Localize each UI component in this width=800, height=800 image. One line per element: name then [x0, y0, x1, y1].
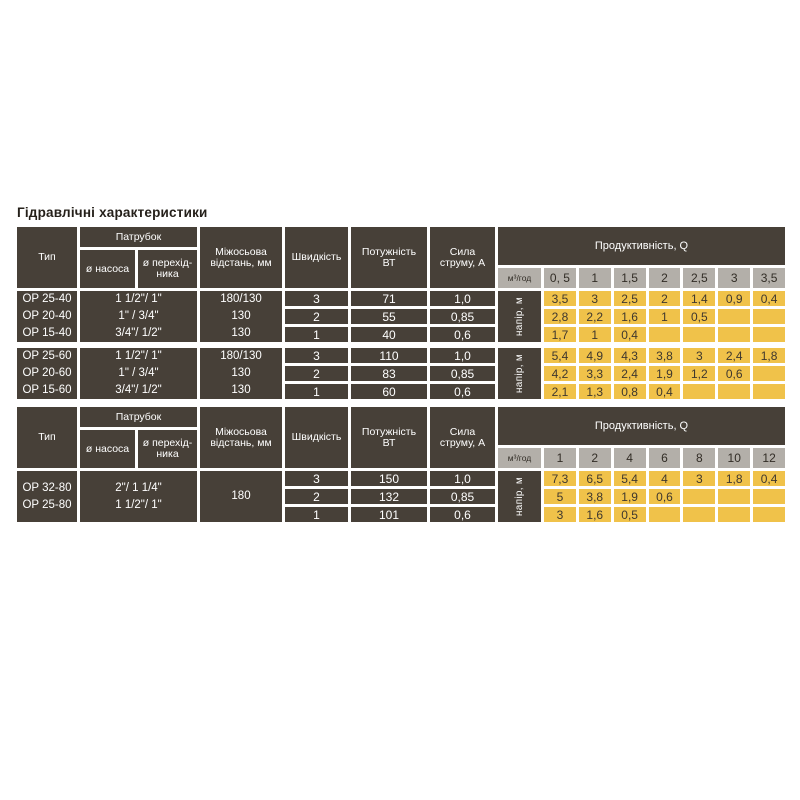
head-value-cell: 2,2	[579, 309, 611, 324]
patrubok-label: 2"/ 1 1/4"	[115, 481, 162, 494]
power-cell: 110	[351, 348, 427, 363]
distance-value-label: 180	[231, 490, 251, 502]
head-value-cell: 1,6	[614, 309, 646, 324]
head-value-cell	[718, 309, 750, 324]
flow-value-cell: 1,5	[614, 268, 646, 288]
head-value-cell: 0,9	[718, 291, 750, 306]
distance-label: Міжосьова	[215, 245, 267, 258]
head-value-cell: 2,1	[544, 384, 576, 399]
distance-label: відстань, мм	[210, 436, 272, 449]
header-patrubok-cell: Патрубок	[80, 227, 197, 247]
head-value-cell	[718, 327, 750, 342]
header-power-cell	[351, 407, 427, 468]
flow-value-cell: 2	[649, 268, 681, 288]
header-pump-diameter-cell: ø насоса	[80, 250, 135, 288]
head-value-cell: 0,6	[649, 489, 681, 504]
head-value-cell: 0,8	[614, 384, 646, 399]
header-patrubok-cell: Патрубок	[80, 407, 197, 427]
power-cell: 132	[351, 489, 427, 504]
distance-value-label: 130	[231, 327, 251, 339]
flow-value-cell: 2	[579, 448, 611, 468]
head-unit-label	[498, 291, 541, 342]
flow-value-cell: 1	[579, 268, 611, 288]
current-label: струму, А	[439, 436, 486, 449]
head-value-cell: 1,8	[718, 471, 750, 486]
current-cell: 1,0	[430, 471, 495, 486]
flow-unit-label: м³/год	[498, 448, 541, 468]
head-value-cell: 7,3	[544, 471, 576, 486]
flow-value-cell: 6	[649, 448, 681, 468]
patrubok-label: 1" / 3/4"	[118, 310, 159, 322]
spec-section	[17, 205, 785, 522]
head-value-cell	[753, 489, 785, 504]
adapter-diameter-label: ø перехід-	[142, 437, 193, 449]
head-value-cell: 3,3	[579, 366, 611, 381]
head-value-cell: 3	[683, 348, 715, 363]
head-value-cell: 4	[649, 471, 681, 486]
head-value-cell	[718, 489, 750, 504]
head-unit-text: напір, м	[514, 353, 525, 394]
type-label: OP 20-60	[22, 367, 72, 379]
head-value-cell: 3	[683, 471, 715, 486]
header-type-cell: Тип	[17, 407, 77, 468]
power-cell: 71	[351, 291, 427, 306]
head-value-cell: 0,5	[683, 309, 715, 324]
head-value-cell: 1,6	[579, 507, 611, 522]
head-value-cell: 1	[579, 327, 611, 342]
current-cell: 0,85	[430, 366, 495, 381]
head-value-cell	[753, 366, 785, 381]
current-cell: 0,6	[430, 327, 495, 342]
power-cell: 40	[351, 327, 427, 342]
power-cell: 101	[351, 507, 427, 522]
adapter-diameter-label: ника	[156, 268, 179, 280]
head-value-cell	[649, 507, 681, 522]
flow-value-cell: 3,5	[753, 268, 785, 288]
patrubok-label: 1" / 3/4"	[118, 367, 159, 379]
speed-cell: 2	[285, 309, 348, 324]
head-value-cell: 5,4	[544, 348, 576, 363]
power-label: Потужність	[361, 245, 417, 258]
current-cell: 0,85	[430, 489, 495, 504]
head-value-cell: 1,7	[544, 327, 576, 342]
head-value-cell: 1,8	[753, 348, 785, 363]
head-value-cell: 1,9	[649, 366, 681, 381]
type-cell	[17, 348, 77, 399]
head-value-cell	[753, 327, 785, 342]
distance-cell	[200, 291, 282, 342]
flow-value-cell: 12	[753, 448, 785, 468]
adapter-diameter-label: ника	[156, 448, 179, 460]
head-value-cell: 3,8	[649, 348, 681, 363]
header-productivity-cell: Продуктивність, Q	[498, 407, 785, 445]
head-value-cell: 0,4	[753, 471, 785, 486]
head-value-cell: 2,4	[614, 366, 646, 381]
flow-value-cell: 10	[718, 448, 750, 468]
current-cell: 1,0	[430, 291, 495, 306]
head-value-cell	[753, 384, 785, 399]
power-label: ВТ	[382, 256, 396, 269]
head-value-cell: 1,3	[579, 384, 611, 399]
header-current-cell	[430, 227, 495, 288]
head-value-cell: 1,9	[614, 489, 646, 504]
head-value-cell: 0,5	[614, 507, 646, 522]
head-value-cell: 3,5	[544, 291, 576, 306]
power-cell: 55	[351, 309, 427, 324]
hydraulic-table-2	[17, 407, 785, 522]
patrubok-label: 3/4"/ 1/2"	[115, 327, 162, 339]
head-value-cell: 0,4	[753, 291, 785, 306]
header-adapter-diameter-cell	[138, 250, 197, 288]
speed-cell: 3	[285, 348, 348, 363]
type-cell	[17, 471, 77, 522]
distance-value-label: 130	[231, 384, 251, 396]
head-value-cell: 2	[649, 291, 681, 306]
head-value-cell: 4,2	[544, 366, 576, 381]
header-power-cell	[351, 227, 427, 288]
distance-value-label: 130	[231, 310, 251, 322]
head-value-cell: 0,4	[614, 327, 646, 342]
distance-value-label: 180/130	[220, 293, 262, 305]
head-value-cell: 0,4	[649, 384, 681, 399]
current-cell: 0,6	[430, 507, 495, 522]
flow-value-cell: 8	[683, 448, 715, 468]
header-distance-cell	[200, 227, 282, 288]
head-value-cell: 2,8	[544, 309, 576, 324]
speed-cell: 1	[285, 384, 348, 399]
distance-cell	[200, 471, 282, 522]
head-value-cell: 3,8	[579, 489, 611, 504]
head-value-cell	[753, 309, 785, 324]
current-cell: 1,0	[430, 348, 495, 363]
header-adapter-diameter-cell	[138, 430, 197, 468]
flow-value-cell: 1	[544, 448, 576, 468]
head-value-cell	[683, 507, 715, 522]
flow-value-cell: 0, 5	[544, 268, 576, 288]
flow-unit-label: м³/год	[498, 268, 541, 288]
head-value-cell: 3	[579, 291, 611, 306]
current-label: струму, А	[439, 256, 486, 269]
head-value-cell: 2,4	[718, 348, 750, 363]
head-value-cell: 3	[544, 507, 576, 522]
flow-value-cell: 4	[614, 448, 646, 468]
speed-cell: 2	[285, 489, 348, 504]
head-value-cell: 4,3	[614, 348, 646, 363]
distance-value-label: 180/130	[220, 350, 262, 362]
header-current-cell	[430, 407, 495, 468]
head-value-cell: 5,4	[614, 471, 646, 486]
head-value-cell: 1,2	[683, 366, 715, 381]
head-value-cell	[718, 507, 750, 522]
head-value-cell	[753, 507, 785, 522]
head-value-cell	[683, 327, 715, 342]
type-label: OP 20-40	[22, 310, 72, 322]
distance-label: Міжосьова	[215, 425, 267, 438]
patrubok-label: 1 1/2"/ 1"	[115, 498, 162, 511]
head-value-cell	[718, 384, 750, 399]
head-value-cell	[683, 489, 715, 504]
flow-value-cell: 3	[718, 268, 750, 288]
type-label: OP 32-80	[22, 481, 72, 494]
header-productivity-cell: Продуктивність, Q	[498, 227, 785, 265]
current-cell: 0,85	[430, 309, 495, 324]
head-value-cell: 1	[649, 309, 681, 324]
power-label: Потужність	[361, 425, 417, 438]
head-unit-label	[498, 348, 541, 399]
current-label: Сила	[449, 425, 476, 438]
speed-cell: 1	[285, 327, 348, 342]
type-cell	[17, 291, 77, 342]
head-value-cell	[649, 327, 681, 342]
hydraulic-table-1	[17, 227, 785, 399]
tables-container	[17, 227, 785, 522]
power-cell: 83	[351, 366, 427, 381]
page-title: Гідравлічні характеристики	[17, 205, 208, 220]
header-distance-cell	[200, 407, 282, 468]
speed-cell: 3	[285, 291, 348, 306]
patrubok-label: 3/4"/ 1/2"	[115, 384, 162, 396]
head-value-cell: 4,9	[579, 348, 611, 363]
speed-cell: 3	[285, 471, 348, 486]
head-value-cell	[683, 384, 715, 399]
power-cell: 150	[351, 471, 427, 486]
type-label: OP 25-40	[22, 293, 72, 305]
distance-cell	[200, 348, 282, 399]
speed-cell: 1	[285, 507, 348, 522]
current-cell: 0,6	[430, 384, 495, 399]
head-value-cell: 6,5	[579, 471, 611, 486]
header-type-cell: Тип	[17, 227, 77, 288]
power-cell: 60	[351, 384, 427, 399]
head-unit-text: напір, м	[514, 476, 525, 517]
distance-label: відстань, мм	[210, 256, 272, 269]
type-label: OP 25-80	[22, 498, 72, 511]
head-value-cell: 1,4	[683, 291, 715, 306]
type-label: OP 15-60	[22, 384, 72, 396]
header-speed-cell: Швидкість	[285, 227, 348, 288]
flow-value-cell: 2,5	[683, 268, 715, 288]
current-label: Сила	[449, 245, 476, 258]
head-unit-text: напір, м	[514, 296, 525, 337]
header-pump-diameter-cell: ø насоса	[80, 430, 135, 468]
type-label: OP 15-40	[22, 327, 72, 339]
head-value-cell: 2,5	[614, 291, 646, 306]
adapter-diameter-label: ø перехід-	[142, 257, 193, 269]
power-label: ВТ	[382, 436, 396, 449]
patrubok-label: 1 1/2"/ 1"	[115, 350, 162, 362]
speed-cell: 2	[285, 366, 348, 381]
distance-value-label: 130	[231, 367, 251, 379]
patrubok-cell	[80, 348, 197, 399]
head-unit-label	[498, 471, 541, 522]
head-value-cell: 0,6	[718, 366, 750, 381]
type-label: OP 25-60	[22, 350, 72, 362]
header-speed-cell: Швидкість	[285, 407, 348, 468]
patrubok-label: 1 1/2"/ 1"	[115, 293, 162, 305]
patrubok-cell	[80, 471, 197, 522]
head-value-cell: 5	[544, 489, 576, 504]
patrubok-cell	[80, 291, 197, 342]
